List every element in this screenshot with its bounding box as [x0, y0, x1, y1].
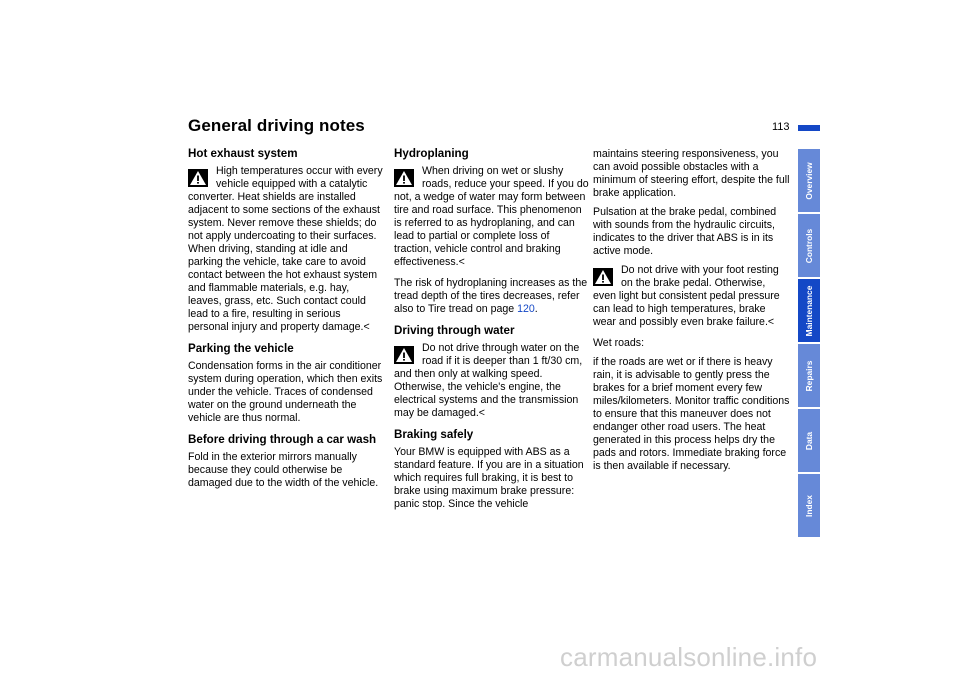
warning-text: Do not drive with your foot resting on the brake pedal. Otherwise, even light but consistent pedal pressure can lead to high temperatures, brake wear and possibly even brake failure.< [593, 264, 780, 328]
tab-label: Overview [804, 161, 814, 200]
page-link-120[interactable]: 120 [517, 303, 535, 315]
paragraph-hydroplaning-risk [394, 277, 590, 316]
warning-triangle-icon [593, 268, 613, 286]
tab-index[interactable] [798, 474, 820, 537]
warning-triangle-icon [188, 169, 208, 187]
section-tabs [798, 149, 820, 539]
hydroplaning-risk-text: The risk of hydroplaning increases as the tread depth of the tires decreases, refer also to Tire tread on page [394, 277, 588, 315]
paragraph-braking: Your BMW is equipped with ABS as a standard feature. If you are in a situation which requires full braking, it is best to brake using maximum brake pressure: panic stop. Since the vehicle [394, 446, 584, 510]
tab-data[interactable] [798, 409, 820, 472]
section-heading-braking: Braking safely [394, 428, 474, 441]
tab-label: Repairs [804, 360, 814, 391]
section-heading-water: Driving through water [394, 324, 515, 337]
paragraph-steering: maintains steering responsiveness, you can avoid possible obstacles with a minimum of steering effort, despite the full brake application. [593, 148, 790, 199]
tab-repairs[interactable] [798, 344, 820, 407]
warning-text: High temperatures occur with every vehicle equipped with a catalytic converter. Heat shields are installed adjacent to some sections of the exhaust system. Never remove these shields; do not apply undercoating to their surfaces. When driving, standing at idle and parking the vehicle, take care to avoid contact between the hot exhaust system and flammable materials, e.g. hay, leaves, grass, etc. Such contact could lead to a fire, resulting in serious personal injury and property damage.< [188, 165, 383, 333]
paragraph-parking: Condensation forms in the air conditioner system during operation, which then exits under the vehicle. Traces of condensed water on the ground underneath the vehicle are thus normal. [188, 360, 383, 424]
tab-controls[interactable] [798, 214, 820, 277]
tab-maintenance[interactable] [798, 279, 820, 342]
page-number: 113 [772, 121, 790, 133]
section-heading-hydroplaning: Hydroplaning [394, 147, 469, 160]
watermark: carmanualsonline.info [560, 642, 818, 672]
page-number-bar [798, 125, 820, 131]
tab-label: Data [804, 431, 814, 450]
warning-water [394, 342, 590, 420]
column-1 [188, 147, 384, 496]
column-3 [593, 148, 791, 479]
paragraph-car-wash: Fold in the exterior mirrors manually because they could otherwise be damaged due to the width of the vehicle. [188, 451, 379, 489]
warning-text: When driving on wet or slushy roads, reduce your speed. If you do not, a wedge of water may form between tire and road surface. This phenomenon is referred to as hydroplaning, and can lead to partial or complete loss of traction, vehicle control and braking effectiveness.< [394, 165, 589, 268]
paragraph-pulsation: Pulsation at the brake pedal, combined with sounds from the hydraulic circuits, indicates to the driver that ABS is in its active mode. [593, 206, 777, 257]
tab-label: Controls [804, 228, 814, 263]
warning-hot-exhaust [188, 165, 384, 334]
column-2 [394, 147, 590, 517]
tab-label: Maintenance [804, 285, 814, 336]
hydroplaning-risk-end: . [534, 303, 538, 315]
section-heading-hot-exhaust: Hot exhaust system [188, 147, 298, 160]
paragraph-wet-roads: if the roads are wet or if there is heavy rain, it is advisable to gently press the brakes for a brief moment every few miles/kilometers. Monitor traffic conditions to ensure that this maneuver does not endanger other road users. The heat generated in this process helps dry the pads and rotors. Immediate braking force is then available if necessary. [593, 356, 790, 472]
warning-triangle-icon [394, 346, 414, 364]
tab-label: Index [804, 494, 814, 517]
warning-brake-pedal [593, 264, 791, 329]
warning-triangle-icon [394, 169, 414, 187]
section-heading-parking: Parking the vehicle [188, 342, 294, 355]
wet-roads-label: Wet roads: [593, 337, 645, 349]
page-title: General driving notes [188, 116, 365, 135]
warning-text: Do not drive through water on the road if it is deeper than 1 ft/30 cm, and then only at walking speed. Otherwise, the vehicle's engine, the electrical systems and the transmission may be damaged.< [394, 342, 583, 419]
tab-overview[interactable] [798, 149, 820, 212]
warning-hydroplaning [394, 165, 590, 269]
section-heading-car-wash: Before driving through a car wash [188, 433, 377, 446]
